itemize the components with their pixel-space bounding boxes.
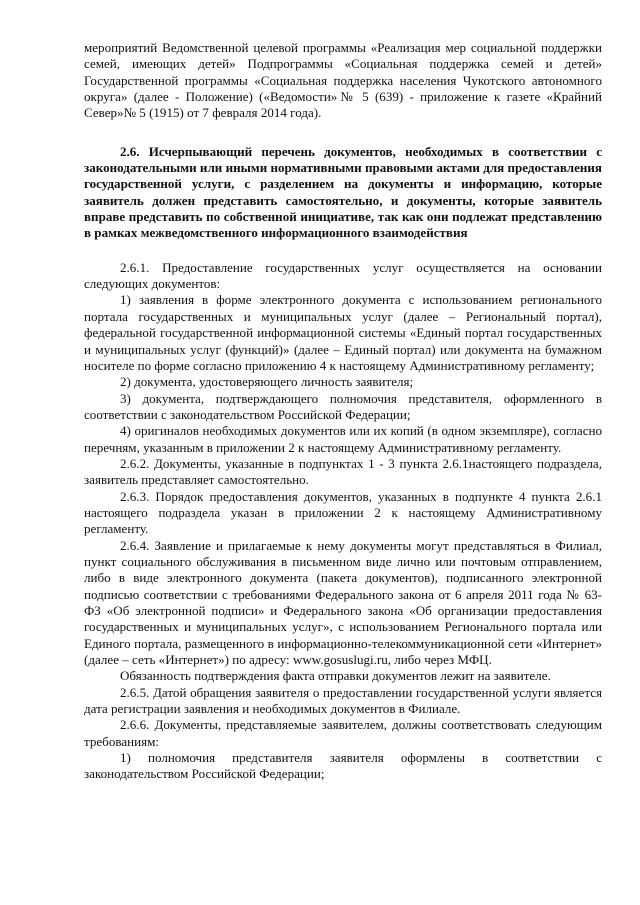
paragraph-2-6-6: 2.6.6. Документы, представляемые заявителем, должны соответствовать следующим требованиям: [84,717,602,749]
list-item-2: 2) документа, удостоверяющего личность заявителя; [120,374,414,390]
paragraph-2-6-2: 2.6.2. Документы, указанные в подпунктах 1 - 3 пункта 2.6.1настоящего подраздела, заявитель представляет самостоятельно. [84,455,602,488]
requirement-item-1: 1) полномочия представителя заявителя оформлены в соответствии с законодательством Российской Федерации; [84,750,602,782]
document-page [84,40,602,783]
paragraph-obligation: Обязанность подтверждения факта отправки документов лежит на заявителе. [120,668,551,684]
list-item-1: 1) заявления в форме электронного документа с использованием регионального портала государственных и муниципальных услуг (далее – Региональный портал), федеральной государственной информационной системы «Единый портал государственных и муниципальных услуг (функций)» (далее – Единый портал) или документа на бумажном носителе по форме согласно приложению 4 к настоящему Административному регламенту; [84,292,602,373]
list-item-4: 4) оригиналов необходимых документов или их копий (в одном экземпляре), согласно перечням, указанным в приложении 2 к настоящему Административному регламенту. [84,423,602,455]
paragraph-2-6-5: 2.6.5. Датой обращения заявителя о предоставлении государственной услуги является дата регистрации заявления и необходимых документов в Филиале. [84,684,602,717]
section-heading-2-6: 2.6. Исчерпывающий перечень документов, необходимых в соответствии с законодательными или иными нормативными правовыми актами для предоставления государственной услуги, с разделением на документы и информацию, которые заявитель должен представить самостоятельно, и документы, которые заявитель вправе представить по собственной инициативе, так как они подлежат представлению в рамках межведомственного информационного взаимодействия [84,143,602,241]
paragraph-2-6-3: 2.6.3. Порядок предоставления документов, указанных в подпункте 4 пункта 2.6.1 настоящего подраздела указан в приложении 2 к настоящему Административному регламенту. [84,488,602,537]
paragraph-intro-continuation: мероприятий Ведомственной целевой программы «Реализация мер социальной поддержки семей, имеющих детей» Подпрограммы «Социальная поддержка семей и детей» Государственной программы «Социальная поддержка населения Чукотского автономного округа» (далее - Положение) («Ведомости»№ 5 (639) - приложение к газете «Крайний Север»№ 5 (1915) от 7 февраля 2014 года). [84,40,602,121]
paragraph-2-6-1: 2.6.1. Предоставление государственных услуг осуществляется на основании следующих документов: [84,259,602,292]
list-item-3: 3) документа, подтверждающего полномочия представителя, оформленного в соответствии с законодательством Российской Федерации; [84,390,602,422]
paragraph-2-6-4: 2.6.4. Заявление и прилагаемые к нему документы могут представляться в Филиал, пункт социального обслуживания в письменном виде лично или почтовым отправлением, либо в виде электронного документа (пакета документов), подписанного электронной подписью соответствии с требованиями Федерального закона от 6 апреля 2011 года № 63-ФЗ «Об электронной подписи» и Федерального закона «Об организации предоставления государственных и муниципальных услуг», с использованием Регионального портала или Единого портала, размещенного в информационно-телекоммуникационной сети «Интернет» (далее – сеть «Интернет») по адресу: www.gosuslugi.ru, либо через МФЦ. [84,537,602,668]
